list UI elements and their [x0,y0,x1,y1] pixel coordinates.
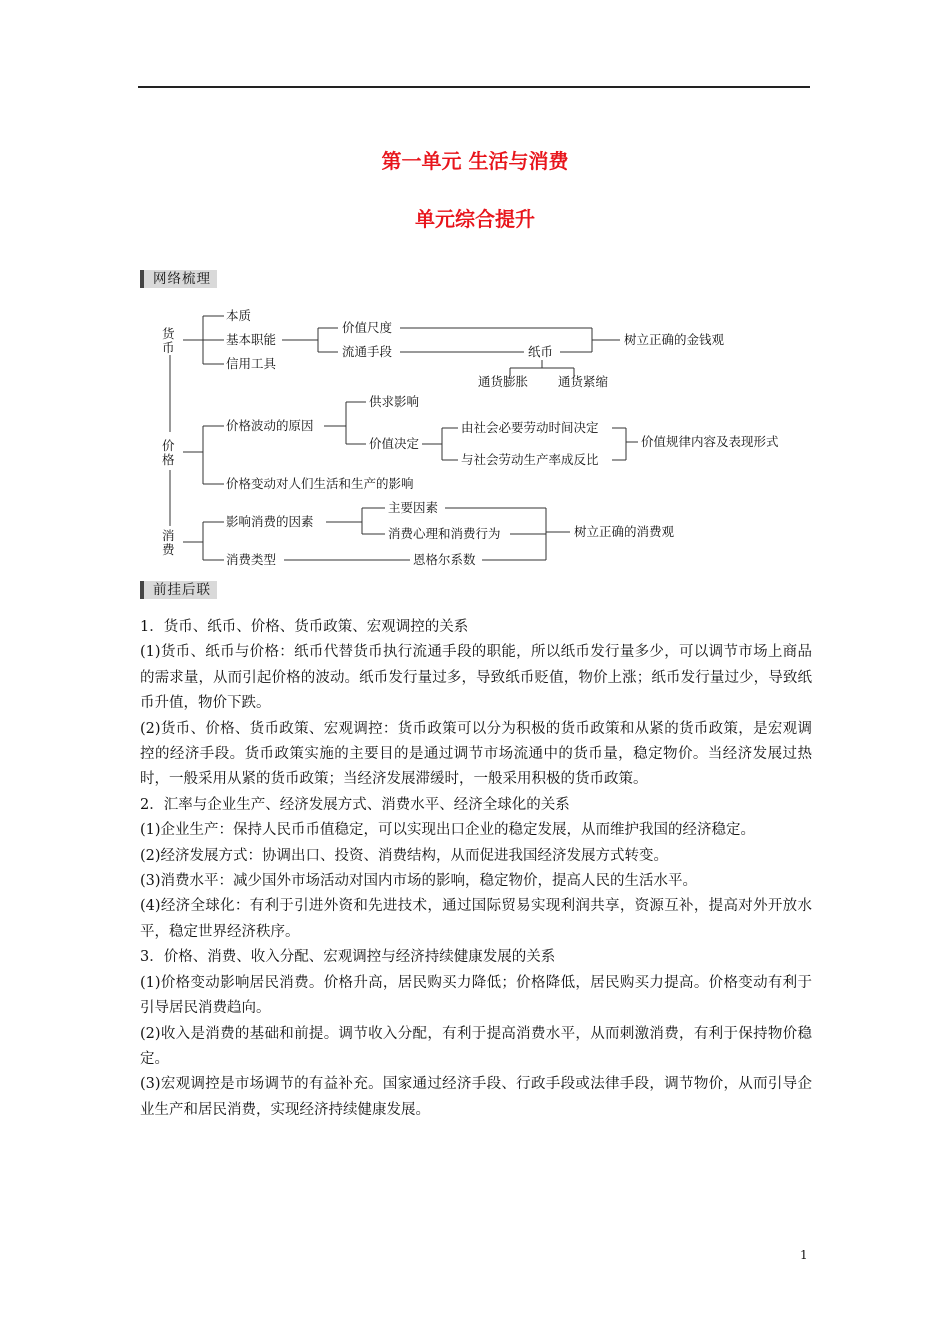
paragraph: 2．汇率与企业生产、经济发展方式、消费水平、经济全球化的关系 [140,796,570,813]
node-consumption-2: 费 [162,542,175,557]
node-inflation: 通货膨胀 [478,374,529,389]
node-types: 消费类型 [226,552,277,567]
node-credit-tool: 信用工具 [226,356,277,371]
paragraph: (2)收入是消费的基础和前提。调节收入分配，有利于提高消费水平，从而刺激消费，有利于保持物价稳定。 [140,1025,812,1067]
section-label-network: 网络梳理 [140,270,217,288]
node-money-view: 树立正确的金钱观 [624,332,725,347]
node-value-measure: 价值尺度 [342,320,393,335]
paragraph: (1)货币、纸币与价格：纸币代替货币执行流通手段的职能，所以纸币发行量多少，可以调节市场上商品的需求量，从而引起价格的波动。纸币发行量过多，导致纸币贬值，物价上涨；纸币发行量过少，导致纸币升值，物价下跌。 [140,644,812,712]
body-text [140,615,812,1123]
node-fluctuation-cause: 价格波动的原因 [226,418,314,433]
node-value-law: 价值规律内容及表现形式 [641,434,779,449]
node-money-1: 货 [162,326,175,341]
paragraph: (4)经济全球化：有利于引进外资和先进技术，通过国际贸易实现利润共享，资源互补，提高对外开放水平，稳定世界经济秩序。 [140,898,812,940]
node-psychology: 消费心理和消费行为 [388,526,501,541]
page-subtitle: 单元综合提升 [415,207,535,231]
node-price-impact: 价格变动对人们生活和生产的影响 [226,476,414,491]
paragraph: (1)企业生产：保持人民币币值稳定，可以实现出口企业的稳定发展，从而维护我国的经济稳定。 [140,822,756,839]
page-number: 1 [800,1248,808,1262]
paragraph: (2)货币、价格、货币政策、宏观调控：货币政策可以分为积极的货币政策和从紧的货币政策，是宏观调控的经济手段。货币政策实施的主要目的是通过调节市场流通中的货币量，稳定物价。当经济发展过热时，一般采用从紧的货币政策；当经济发展滞缓时，一般采用积极的货币政策。 [140,720,812,788]
paragraph: 3．价格、消费、收入分配、宏观调控与经济持续健康发展的关系 [140,949,556,966]
node-paper-money: 纸币 [528,344,554,359]
node-deflation: 通货紧缩 [558,374,609,389]
node-labor-time: 由社会必要劳动时间决定 [461,420,599,435]
section-label-links: 前挂后联 [140,581,217,599]
node-price-2: 格 [162,452,175,467]
paragraph: (3)消费水平：减少国外市场活动对国内市场的影响，稳定物价，提高人民的生活水平。 [140,873,698,890]
node-supply-demand: 供求影响 [369,394,420,409]
node-engel: 恩格尔系数 [413,552,476,567]
node-factors: 影响消费的因素 [226,514,314,529]
node-price-1: 价 [162,438,175,453]
page-title: 第一单元 生活与消费 [381,149,569,173]
node-circulation: 流通手段 [342,344,393,359]
paragraph: (3)宏观调控是市场调节的有益补充。国家通过经济手段、行政手段或法律手段，调节物价，从而引导企业生产和居民消费，实现经济持续健康发展。 [140,1076,812,1118]
node-functions: 基本职能 [226,332,277,347]
concept-map [0,0,950,600]
node-consumption-1: 消 [162,528,175,543]
node-nature: 本质 [226,308,252,323]
node-value-determines: 价值决定 [369,436,420,451]
node-money-2: 币 [162,340,175,355]
node-productivity: 与社会劳动生产率成反比 [461,452,599,467]
node-main-factor: 主要因素 [388,500,439,515]
paragraph: (1)价格变动影响居民消费。价格升高，居民购买力降低；价格降低，居民购买力提高。价格变动有利于引导居民消费趋向。 [140,974,812,1017]
node-consumption-view: 树立正确的消费观 [574,524,675,539]
paragraph: 1．货币、纸币、价格、货币政策、宏观调控的关系 [140,619,469,635]
paragraph: (2)经济发展方式：协调出口、投资、消费结构，从而促进我国经济发展方式转变。 [140,847,669,864]
